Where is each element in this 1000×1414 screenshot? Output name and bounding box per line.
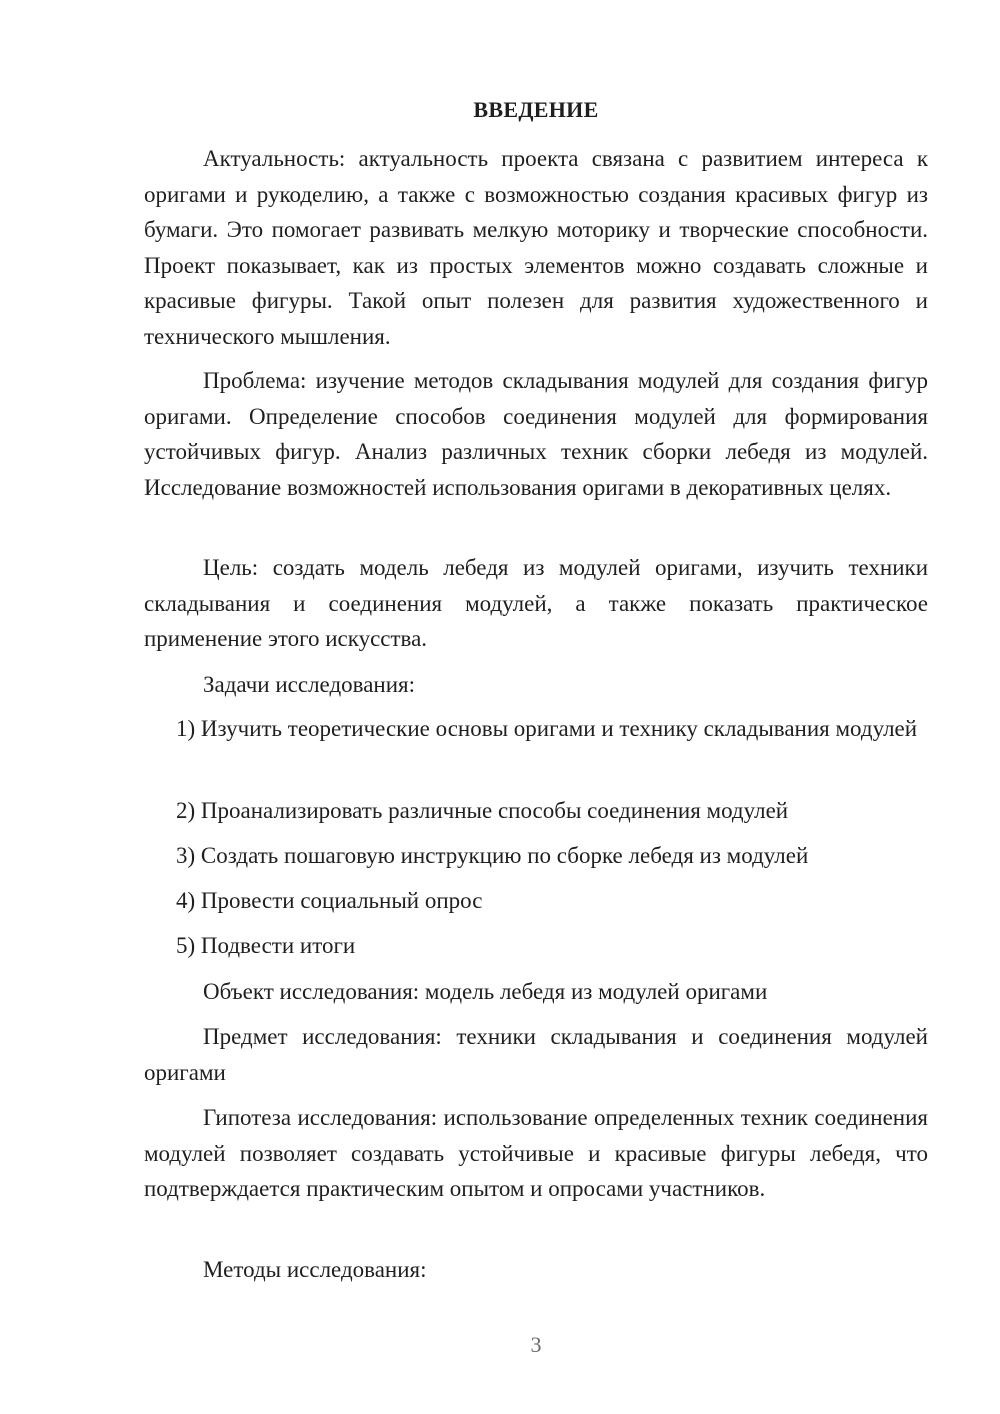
task-item-5: 5) Подвести итоги <box>176 933 356 958</box>
goal-paragraph: Цель: создать модель лебедя из модулей оригами, изучить техники складывания и соединения модулей, а также показать практическое применение этого искусства. <box>144 555 928 651</box>
task-item-4: 4) Провести социальный опрос <box>176 888 483 913</box>
page-title: ВВЕДЕНИЕ <box>473 97 599 122</box>
relevance-paragraph: Актуальность: актуальность проекта связана с развитием интереса к оригами и рукоделию, а также с возможностью создания красивых фигур из бумаги. Это помогает развивать мелкую моторику и творческие способности. Проект показывает, как из простых элементов можно создавать сложные и красивые фигуры. Такой опыт полезен для развития художественного и технического мышления. <box>144 146 928 349</box>
problem-paragraph: Проблема: изучение методов складывания модулей для создания фигур оригами. Определение способов соединения модулей для формирования устойчивых фигур. Анализ различных техник сборки лебедя из модулей. Исследование возможностей использования оригами в декоративных целях. <box>144 368 928 500</box>
task-item-2: 2) Проанализировать различные способы соединения модулей <box>176 798 789 823</box>
task-item-1: 1) Изучить теоретические основы оригами и технику складывания модулей <box>176 716 918 741</box>
object-paragraph: Объект исследования: модель лебедя из модулей оригами <box>203 979 768 1004</box>
tasks-title: Задачи исследования: <box>203 672 416 697</box>
task-item-3: 3) Создать пошаговую инструкцию по сборке лебедя из модулей <box>176 843 809 868</box>
methods-title: Методы исследования: <box>203 1257 427 1282</box>
page-number: 3 <box>530 1332 542 1357</box>
hypothesis-paragraph: Гипотеза исследования: использование определенных техник соединения модулей позволяет создавать устойчивые и красивые фигуры лебедя, что подтверждается практическим опытом и опросами участников. <box>144 1105 928 1201</box>
subject-paragraph: Предмет исследования: техники складывания и соединения модулей оригами <box>144 1024 928 1085</box>
